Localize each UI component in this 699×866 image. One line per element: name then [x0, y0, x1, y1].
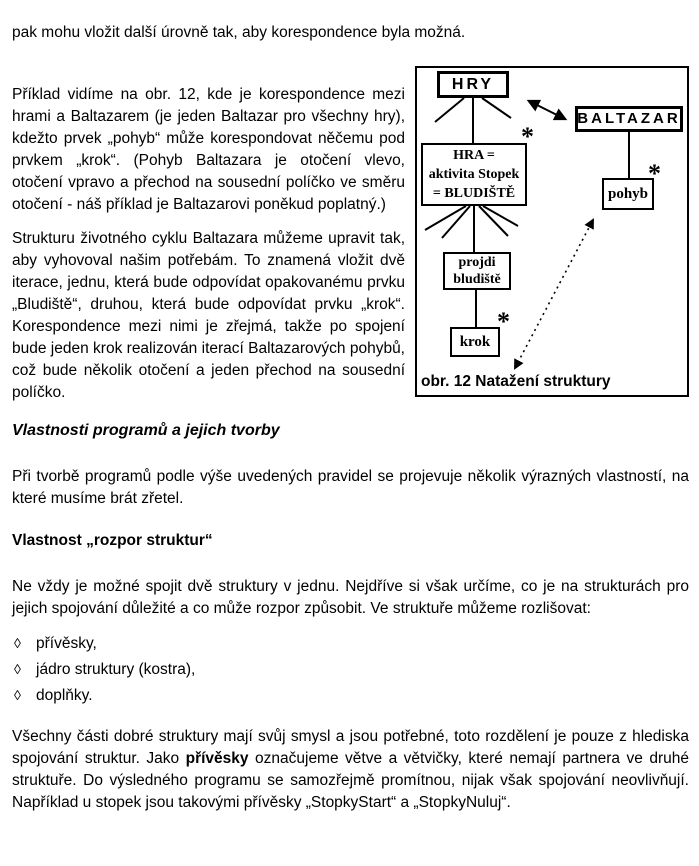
node-hra-line2: aktivita Stopek [428, 167, 520, 182]
figure-obr-12 [415, 66, 689, 397]
paragraph-text: Všechny části dobré struktury mají svůj smysl a jsou potřebné, toto rozdělení je pouze z hlediska spojování struktur. Jako [12, 728, 689, 767]
asterisk-icon: * [521, 122, 534, 151]
asterisk-icon: * [497, 307, 510, 336]
bullet-list [12, 632, 689, 710]
asterisk-icon: * [648, 159, 661, 188]
node-baltazar: BALTAZAR [575, 106, 683, 132]
diamond-bullet-icon: ◊ [14, 635, 21, 651]
intro-paragraph: pak mohu vložit další úrovně tak, aby korespondence byla možná. [12, 24, 466, 41]
node-pohyb: pohyb [602, 178, 654, 210]
node-hra-line1: HRA = [453, 148, 495, 163]
bullet-text: přívěsky, [36, 635, 97, 652]
paragraph-text: označujeme větve a větvičky, které nemají partnera ve druhé struktuře. Do výsledného programu se samozřejmě promítnou, nijak však spojování neovlivňují. Například u stopek jsou takovými přívěsky „StopkyStart“ a „StopkyNuluj“. [12, 750, 689, 811]
node-hra [421, 143, 527, 206]
paragraph-ne-vzdy: Ne vždy je možné spojit dvě struktury v jednu. Nejdříve si však určíme, co je na strukturách pro jejich spojování důležité a co může rozpor způsobit. Ve struktuře můžeme rozlišovat: [12, 578, 689, 617]
bold-term-privesky: přívěsky [185, 750, 249, 767]
node-hra-line3: = BLUDIŠTĚ [432, 186, 516, 201]
paragraph-vsechny-casti [12, 726, 689, 814]
list-item [12, 658, 689, 684]
paragraph-pri-tvorbe: Při tvorbě programů podle výše uvedených pravidel se projevuje několik výrazných vlastností, na které musíme brát zřetel. [12, 468, 689, 507]
paragraph-priklad: Příklad vidíme na obr. 12, kde je korespondence mezi hrami a Baltazarem (je jeden Baltazar pro všechny hry), kdežto prvek „pohyb“ může korespondovat něčemu pod prvkem „krok“. (Pohyb Baltazara je otočení vlevo, otočení vpravo a přechod na sousední políčko ve směru otočení - náš příklad je Baltazarovi poněkud poplatný.) [12, 86, 405, 213]
node-projdi [443, 252, 511, 290]
node-projdi-line2: bludiště [453, 272, 501, 287]
diamond-bullet-icon: ◊ [14, 661, 21, 677]
paragraph-strukturu: Strukturu životného cyklu Baltazara můžeme upravit tak, aby vyhovoval našim potřebám. To znamená vložit dvě iterace, jednu, která bude odpovídat opakovanému prvku „Bludiště“, druhou, která bude odpovídat prvku „krok“. Korespondence mezi nimi je zřejmá, takže po spojení bude jeden krok realizován iterací Baltazarových pohybů, což bude několik otočení a jeden přechod na sousední políčko. [12, 230, 405, 401]
list-item [12, 632, 689, 658]
diamond-bullet-icon: ◊ [14, 687, 21, 703]
section-heading-vlastnosti: Vlastnosti programů a jejich tvorby [12, 422, 280, 439]
bullet-text: doplňky. [36, 687, 93, 704]
list-item [12, 684, 689, 710]
figure-caption: obr. 12 Natažení struktury [421, 373, 611, 390]
bullet-text: jádro struktury (kostra), [36, 661, 196, 678]
node-krok: krok [450, 327, 500, 357]
section-heading-rozpor-struktur: Vlastnost „rozpor struktur“ [12, 532, 213, 549]
node-hry: HRY [437, 71, 509, 98]
node-projdi-line1: projdi [458, 255, 496, 270]
